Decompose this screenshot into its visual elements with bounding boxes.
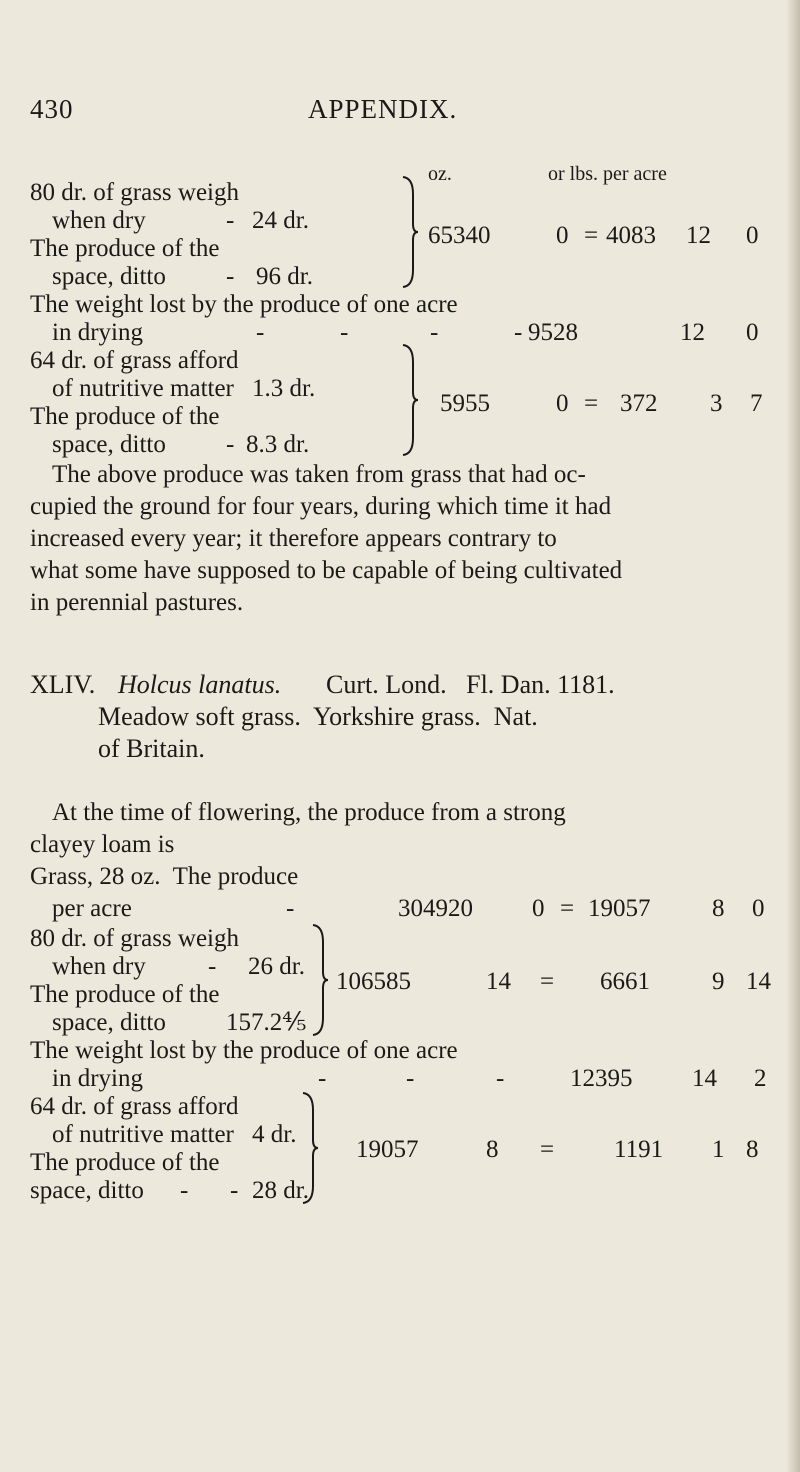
result-lbs: 1191 xyxy=(614,1136,664,1163)
row-label: The produce of the xyxy=(30,403,220,430)
row-value: 96 dr. xyxy=(256,263,313,290)
row-dash: - xyxy=(226,207,235,234)
result-oz: 5955 xyxy=(440,390,490,417)
right-brace-icon xyxy=(400,174,420,290)
result-part: 8 xyxy=(486,1136,499,1163)
row-label: of nutritive matter xyxy=(52,375,234,402)
leader-dash: - xyxy=(406,1065,415,1092)
row-dash: - xyxy=(286,895,295,922)
row-value: 4 dr. xyxy=(252,1121,297,1148)
result-part: 7 xyxy=(750,390,763,417)
result-part: 8 xyxy=(746,1136,759,1163)
result-equals: = xyxy=(540,968,555,995)
row-label: space, ditto xyxy=(52,263,166,290)
result-part: 0 xyxy=(746,319,759,346)
row-label: The produce of the xyxy=(30,235,220,262)
running-title: APPENDIX. xyxy=(308,94,458,124)
row-label: The produce of the xyxy=(30,1149,220,1176)
result-lbs: 4083 xyxy=(606,222,656,249)
result-lbs: 12395 xyxy=(570,1065,633,1092)
row-label: 80 dr. of grass weigh xyxy=(30,925,239,952)
result-part: 12 xyxy=(680,319,705,346)
row-dash: - xyxy=(230,1177,239,1204)
species-refs: Curt. Lond. Fl. Dan. 1181. xyxy=(326,670,615,699)
section-text-line: At the time of flowering, the produce from a strong xyxy=(52,799,566,826)
native-of: of Britain. xyxy=(98,734,205,763)
result-lbs: 372 xyxy=(620,390,658,417)
row-label: The produce of the xyxy=(30,981,220,1008)
row-label: when dry xyxy=(52,953,146,980)
result-part: 8 xyxy=(712,895,725,922)
result-equals: = xyxy=(584,222,599,249)
row-value: 26 dr. xyxy=(248,953,305,980)
result-lbs: 6661 xyxy=(600,968,650,995)
leader-dash: - xyxy=(430,319,439,346)
row-label: when dry xyxy=(52,207,146,234)
weight-lost-line: in drying xyxy=(52,1065,143,1092)
leader-dash: - xyxy=(318,1065,327,1092)
right-brace-icon xyxy=(400,342,420,458)
section-number: XLIV. xyxy=(30,670,96,699)
row-value: 8.3 dr. xyxy=(246,431,310,458)
common-names: Meadow soft grass. Yorkshire grass. Nat. xyxy=(98,702,538,731)
result-part: 1 xyxy=(712,1136,725,1163)
result-part: 14 xyxy=(692,1065,717,1092)
row-label: 64 dr. of grass afford xyxy=(30,1093,239,1120)
leader-dash: - xyxy=(514,319,523,346)
row-dash: - xyxy=(180,1177,189,1204)
leader-dash: - xyxy=(256,319,265,346)
result-equals: = xyxy=(584,390,599,417)
row-dash: - xyxy=(226,263,235,290)
row-label: space, ditto xyxy=(52,431,166,458)
result-equals: = xyxy=(560,895,575,922)
right-brace-icon xyxy=(310,922,330,1038)
row-value: 28 dr. xyxy=(252,1177,309,1204)
row-dash: - xyxy=(208,953,217,980)
paragraph-line: The above produce was taken from grass that had oc- xyxy=(52,461,586,488)
leader-dash: - xyxy=(340,319,349,346)
weight-lost-line: in drying xyxy=(52,319,143,346)
result-part: 14 xyxy=(486,968,511,995)
column-head-oz: oz. xyxy=(428,163,452,185)
page-edge-shadow xyxy=(786,0,800,1472)
result-part: 0 xyxy=(746,222,759,249)
result-lbs: 19057 xyxy=(588,895,651,922)
row-label: 80 dr. of grass weigh xyxy=(30,179,239,206)
row-dash: - xyxy=(226,431,235,458)
result-part: 9 xyxy=(712,968,725,995)
result-part: 0 xyxy=(752,895,765,922)
weight-lost-line: The weight lost by the produce of one acre xyxy=(30,291,458,318)
paragraph-line: increased every year; it therefore appears contrary to xyxy=(30,525,557,552)
section-text-line: clayey loam is xyxy=(30,831,175,858)
result-part: 0 xyxy=(556,222,569,249)
result-part: 14 xyxy=(746,968,771,995)
result-part: 0 xyxy=(532,895,545,922)
result-part: 3 xyxy=(710,390,723,417)
row-label: 64 dr. of grass afford xyxy=(30,347,239,374)
result-oz: 19057 xyxy=(356,1136,419,1163)
row-label: per acre xyxy=(52,895,132,922)
section-text-line: Grass, 28 oz. The produce xyxy=(30,863,299,890)
row-label: of nutritive matter xyxy=(52,1121,234,1148)
result-part: 0 xyxy=(556,390,569,417)
row-value: 24 dr. xyxy=(252,207,309,234)
column-head-lbs: or lbs. per acre xyxy=(548,163,667,185)
row-label: space, ditto xyxy=(52,1009,166,1036)
result-part: 2 xyxy=(754,1065,767,1092)
result-oz: 65340 xyxy=(428,222,491,249)
row-label: space, ditto xyxy=(30,1177,144,1204)
result-oz: 106585 xyxy=(336,968,411,995)
result-oz: 304920 xyxy=(398,895,473,922)
species-name: Holcus lanatus. xyxy=(118,670,282,699)
row-value: 1.3 dr. xyxy=(252,375,316,402)
result-equals: = xyxy=(540,1136,555,1163)
paragraph-line: what some have supposed to be capable of being cultivated xyxy=(30,557,623,584)
leader-dash: - xyxy=(496,1065,505,1092)
result-lbs: 9528 xyxy=(528,319,578,346)
result-part: 12 xyxy=(686,222,711,249)
page-number: 430 xyxy=(30,94,74,124)
weight-lost-line: The weight lost by the produce of one acre xyxy=(30,1037,458,1064)
paragraph-line: in perennial pastures. xyxy=(30,589,244,616)
row-value: 157.2⅘ xyxy=(226,1009,307,1036)
right-brace-icon xyxy=(300,1090,320,1206)
paragraph-line: cupied the ground for four years, during which time it had xyxy=(30,493,612,520)
